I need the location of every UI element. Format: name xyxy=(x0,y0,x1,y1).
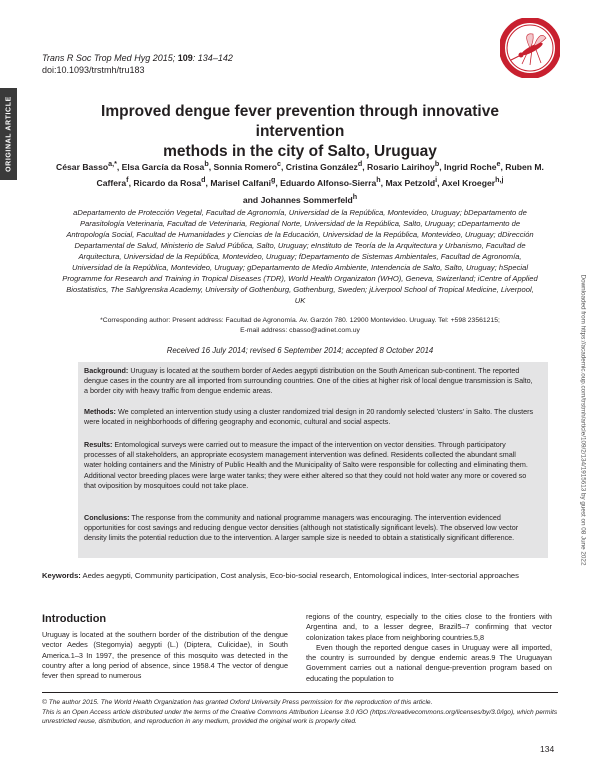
intro-left-column: Uruguay is located at the southern border of the distribution of the dengue vector Aedes (Stegomyia) aegypti (L.) (Diptera, Culicidae), in South America.1–3 In 1997, the presence of this mosquito was detected in the country after a long period of absence, since 1958.4 The vector of dengue fever then spread to numerous xyxy=(42,630,288,681)
section-heading: Introduction xyxy=(42,613,107,625)
article-type-label: ORIGINAL ARTICLE xyxy=(5,96,12,172)
author-mark: b xyxy=(204,160,209,168)
journal-citation xyxy=(42,52,233,65)
affiliations: aDepartamento de Protección Vegetal, Facultad de Agronomía, Universidad de la República, Montevideo, Uruguay; bDepartamento de Parasitología Veterinaria, Facultad de Veterinaria, Regional Norte, Universidad de la República, Salto, Uruguay; cDepartamento de Antropología Social, Facultad de Humanidades y Ciencias de la Educación, Universidad de la República, Montevideo, Uruguay; dDirección Departamental de Salud, Ministerio de Salud Pública, Salto, Uruguay; eInstituto de Teoría de la Arquitectura y Urbanismo, Facultad de Arquitectura, Universidad de la República, Montevideo, Uruguay; fDepartamento de Sistemas Ambientales, Facultad de Agronomía, Universidad de la República, Montevideo, Uruguay; gDepartamento de Medio Ambiente, Intendencia de Salto, Salto, Uruguay; hSpecial Programme for Research and Training in Tropical Diseases (TDR), World Health Organizaton (WHO), Geneva, Swizerland; iCentre of Applied Biostatistics, The Sahlgrenska Academy, University of Gothenburg, Gothenburg, Sweden; jLiverpool School of Tropical Medicine, Liverpool, UK xyxy=(62,208,538,305)
received-dates: Received 16 July 2014; revised 6 September 2014; accepted 8 October 2014 xyxy=(166,346,434,355)
license-footer xyxy=(42,698,558,727)
doi: doi:10.1093/trstmh/tru183 xyxy=(42,65,145,75)
author-mark: g xyxy=(270,176,276,185)
author-mark: h,j xyxy=(495,176,504,185)
author-mark: h xyxy=(352,192,358,201)
abstract-conclusions: Conclusions: The response from the community and national programme managers was encouraging. The intervention evidenced opportunities for cost savings and reducing dengue vector densities (although not statistically significant levels). The observed low vector density limits the potential reduction due to the intervention. A larger sample size is needed to obtain a statistically significant difference. xyxy=(84,513,519,543)
author: Ricardo da Rosa xyxy=(133,178,202,189)
page-number: 134 xyxy=(540,744,555,754)
article-title xyxy=(60,102,540,162)
author: Max Petzold xyxy=(385,178,436,189)
intro-right-column xyxy=(306,612,552,684)
keywords-label: Keywords: xyxy=(42,571,81,580)
journal-pages: : 134–142 xyxy=(192,53,233,63)
article-type-tab xyxy=(0,88,17,180)
author-mark: d xyxy=(201,176,206,185)
author-mark: a,* xyxy=(108,160,117,168)
download-note xyxy=(576,195,590,645)
author: Sonnia Romero xyxy=(213,161,277,172)
journal-volume: 109 xyxy=(177,53,193,63)
author: Eduardo Alfonso-Sierra xyxy=(280,178,377,189)
author-mark: b xyxy=(434,160,440,168)
author-list: César Basso$^{a,*}$, Elsa García da Rosa$^b$, Sonnia Romero$^c$, Cristina González$^d$, Rosario Lairihoy$^b$, Ingrid Roche$^e$, Ruben M. Caffera$^f$, Ricardo da Rosa$^d$, Marisel Calfani$^g$, Eduardo Alfonso-Sierra$^h$, Max Petzold$^i$, Axel Kroeger$^{h,j}$ and Johannes Sommerfeld$^h$ xyxy=(56,160,544,205)
author: Johannes Sommerfeld xyxy=(260,194,353,205)
author: Marisel Calfani xyxy=(210,178,271,189)
abstract-results: Results: Entomological surveys were carried out to measure the impact of the intervention on vector densities. Through participatory processes of all stakeholders, an appropriate ecosystem management intervention was defined. Residents collected the abundant small water holding containers and the Ministry of Public Health and the Municipality of Salto were responsible for collecting and eliminating them. Additional vector breeding places were large water tanks; they were either altered so that they could not hold water any more or covered so that oviposition by mosquitoes could not take place. xyxy=(84,440,528,490)
author: Axel Kroeger xyxy=(441,178,496,189)
author: Ingrid Roche xyxy=(443,161,497,172)
society-seal-logo xyxy=(500,18,560,78)
keywords-text: Aedes aegypti, Community participation, Cost analysis, Eco-bio-social research, Entomological indices, Inter-sectorial approaches xyxy=(80,571,519,580)
journal-year: 2015; xyxy=(152,53,176,63)
email-address: E-mail address: cbasso@adinet.com.uy xyxy=(240,327,360,334)
author: Elsa García da Rosa xyxy=(121,161,205,172)
copyright-line: © The author 2015. The World Health Organization has granted Oxford University Press permission for the reproduction of this article. xyxy=(42,699,433,706)
author: César Basso xyxy=(56,161,109,172)
footer-rule xyxy=(42,692,558,693)
title-line-2: methods in the city of Salto, Uruguay xyxy=(163,143,437,160)
author: Cristina González xyxy=(285,161,358,172)
keywords xyxy=(42,570,542,581)
author-mark: i xyxy=(435,176,438,185)
author-mark: e xyxy=(496,160,501,168)
title-line-1: Improved dengue fever prevention through innovative intervention xyxy=(101,103,499,140)
download-note-text: Downloaded from https://academic.oup.com/trstmh/article/109/2/134/1915613 by guest on 08 June 2022 xyxy=(579,274,587,566)
license-text: This is an Open Access article distributed under the terms of the Creative Commons Attribution License 3.0 IGO (https://creativecommons.org/licenses/by/3.0/igo), which permits unrestricted reuse, distribution, and reproduction in any medium, provided the original work is properly cited. xyxy=(42,708,558,725)
author: Ruben M. Caffera xyxy=(96,161,544,189)
author-mark: f xyxy=(126,176,129,185)
abstract-background: Background: Uruguay is located at the southern border of Aedes aegypti distribution on the South American sub-continent. The reported dengue cases in the country are all imported from surrounding countries. One of the cities at higher risk of local dengue transmission is Salto, a border city with heavy traffic from dengue endemic areas. xyxy=(84,366,533,396)
author-mark: h xyxy=(376,176,381,185)
author: Rosario Lairihoy xyxy=(367,161,435,172)
intro-paragraph: Even though the reported dengue cases in Uruguay were all imported, the country is surrounded by dengue endemic areas.9 The Uruguayan Government carries out a national dengue-prevention program based on educating the population to xyxy=(306,642,552,683)
journal-name: Trans R Soc Trop Med Hyg xyxy=(42,53,151,63)
correspondence xyxy=(62,316,538,336)
intro-paragraph: regions of the country, especially to the cities close to the frontiers with Argentina and, to a lesser degree, Brazil5–7 confirming that vector colonization takes place from neighboring countries.5,8 xyxy=(306,612,552,642)
abstract-methods: Methods: We completed an intervention study using a cluster randomized trial design in 20 randomly selected 'clusters' in Salto. The clusters were located in neighborhoods of differing geography and economic, cultural and social aspects. xyxy=(84,407,534,427)
corresponding-author: *Corresponding author: Present address: Facultad de Agronomía. Av. Garzón 780. 12900 Montevideo. Uruguay. Tel: +598 23561215; xyxy=(100,317,500,324)
author-mark: c xyxy=(276,160,281,168)
author-mark: d xyxy=(357,160,363,168)
